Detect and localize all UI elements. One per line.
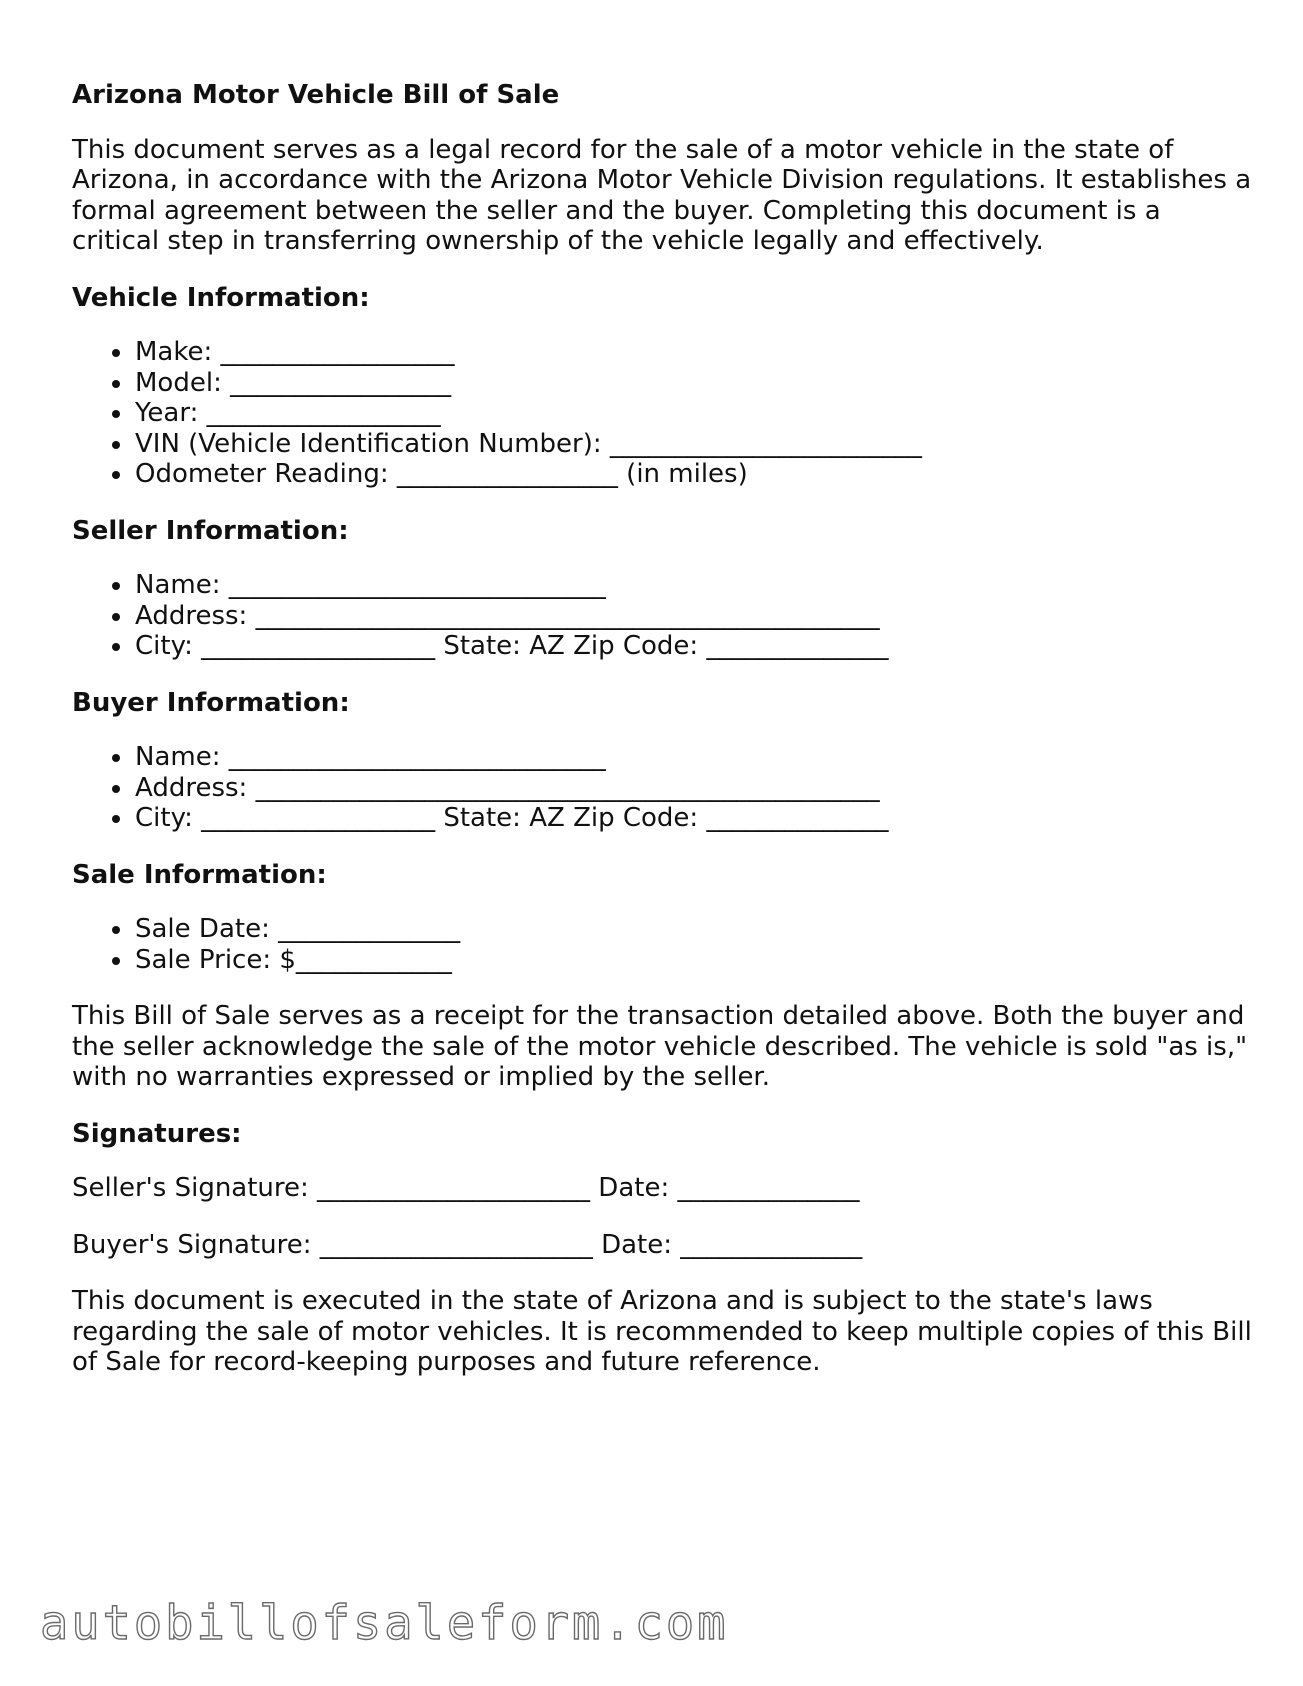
bill-of-sale-document xyxy=(72,80,1252,1404)
vehicle-info-heading: Vehicle Information: xyxy=(72,282,370,313)
signatures-heading: Signatures: xyxy=(72,1118,242,1149)
document-title: Arizona Motor Vehicle Bill of Sale xyxy=(72,80,560,110)
buyer-address-field: Address: ________________________________________________ xyxy=(135,773,1252,804)
seller-signature-line: Seller's Signature: _____________________ Date: ______________ xyxy=(72,1173,860,1203)
vehicle-odometer-field: Odometer Reading: _________________ (in miles) xyxy=(135,459,1252,490)
vehicle-info-list xyxy=(72,337,1252,490)
receipt-paragraph: This Bill of Sale serves as a receipt for the transaction detailed above. Both the buyer and the seller acknowledge the sale of the motor vehicle described. The vehicle is sold "as is," with no warranties expressed or implied by the seller. xyxy=(72,1001,1248,1092)
vehicle-model-field: Model: _________________ xyxy=(135,368,1252,399)
seller-city-state-zip-field: City: __________________ State: AZ Zip Code: ______________ xyxy=(135,631,1252,662)
sale-price-field: Sale Price: $____________ xyxy=(135,945,1252,976)
seller-info-heading: Seller Information: xyxy=(72,515,349,546)
closing-paragraph: This document is executed in the state of Arizona and is subject to the state's laws regarding the sale of motor vehicles. It is recommended to keep multiple copies of this Bill of Sale for record-keeping purposes and future reference. xyxy=(72,1286,1252,1377)
buyer-name-field: Name: _____________________________ xyxy=(135,742,1252,773)
buyer-info-list xyxy=(72,742,1252,834)
vehicle-make-field: Make: __________________ xyxy=(135,337,1252,368)
vehicle-year-field: Year: __________________ xyxy=(135,398,1252,429)
seller-info-list xyxy=(72,570,1252,662)
seller-address-field: Address: ________________________________________________ xyxy=(135,601,1252,632)
vehicle-vin-field: VIN (Vehicle Identification Number): ________________________ xyxy=(135,429,1252,460)
site-watermark: autobillofsaleform.com xyxy=(40,1596,729,1651)
buyer-info-heading: Buyer Information: xyxy=(72,687,350,718)
sale-date-field: Sale Date: ______________ xyxy=(135,914,1252,945)
seller-name-field: Name: _____________________________ xyxy=(135,570,1252,601)
intro-paragraph: This document serves as a legal record for the sale of a motor vehicle in the state of Arizona, in accordance with the Arizona Motor Vehicle Division regulations. It establishes a formal agreement between the seller and the buyer. Completing this document is a critical step in transferring ownership of the vehicle legally and effectively. xyxy=(72,134,1252,256)
sale-info-heading: Sale Information: xyxy=(72,859,327,890)
sale-info-list xyxy=(72,914,1252,975)
buyer-signature-line: Buyer's Signature: _____________________ Date: ______________ xyxy=(72,1229,863,1260)
buyer-city-state-zip-field: City: __________________ State: AZ Zip Code: ______________ xyxy=(135,803,1252,834)
